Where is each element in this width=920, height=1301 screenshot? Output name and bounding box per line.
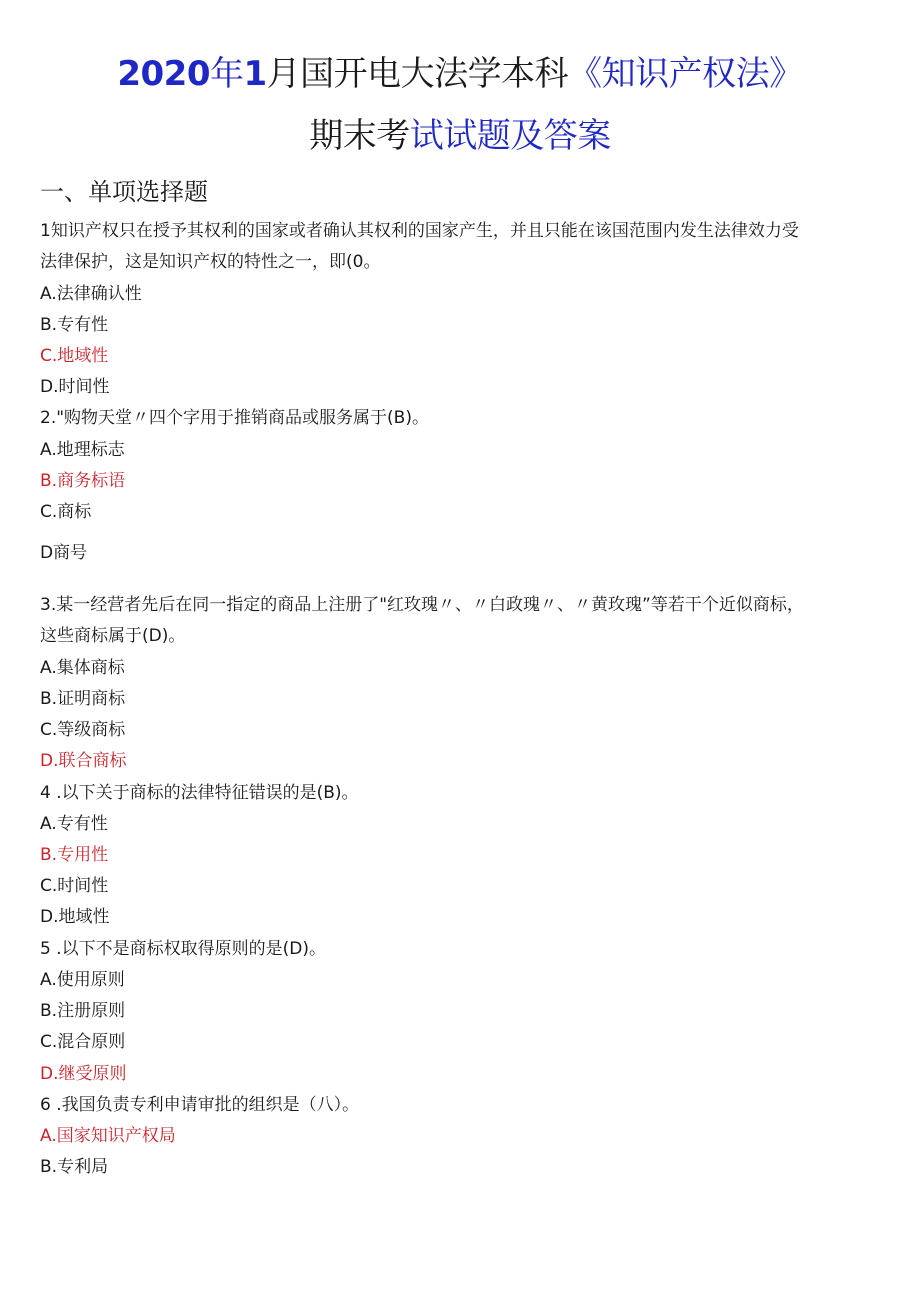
option-2a: A.地理标志	[40, 440, 125, 460]
option-2c: C.商标	[40, 502, 92, 522]
title-nian: 年	[209, 54, 244, 94]
option-5d-answer: D.继受原则	[40, 1064, 127, 1084]
title-plain: 期末考	[309, 116, 410, 156]
section-heading: 一、单项选择题	[40, 178, 208, 206]
option-4a: A.专有性	[40, 814, 108, 834]
option-2d: D商号	[40, 543, 88, 563]
option-3d-answer: D.联合商标	[40, 751, 127, 771]
option-5a: A.使用原则	[40, 970, 125, 990]
option-3b: B.证明商标	[40, 689, 126, 709]
question-3-text-cont: 这些商标属于(D)。	[40, 626, 186, 646]
question-6-text: 6 .我国负责专利申请审批的组织是（八）。	[40, 1095, 360, 1115]
option-3a: A.集体商标	[40, 658, 125, 678]
question-4-text: 4 .以下关于商标的法律特征错误的是(B)。	[40, 783, 359, 803]
option-1b: B.专有性	[40, 315, 109, 335]
option-2b-answer: B.商务标语	[40, 471, 126, 491]
option-4c: C.时间性	[40, 876, 109, 896]
option-5b: B.注册原则	[40, 1001, 126, 1021]
question-5-text: 5 .以下不是商标权取得原则的是(D)。	[40, 939, 326, 959]
option-6b: B.专利局	[40, 1157, 109, 1177]
document-title-line-2	[0, 112, 920, 160]
option-1d: D.时间性	[40, 377, 110, 397]
option-3c: C.等级商标	[40, 720, 126, 740]
option-1c-answer: C.地域性	[40, 346, 109, 366]
option-4b-answer: B.专用性	[40, 845, 109, 865]
document-title-line-1	[0, 50, 920, 98]
option-6a-answer: A.国家知识产权局	[40, 1126, 176, 1146]
title-year: 2020	[117, 54, 210, 94]
option-1a: A.法律确认性	[40, 284, 142, 304]
question-1-text-cont: 法律保护，这是知识产权的特性之一，即(0。	[40, 252, 381, 272]
title-book: 《知识产权法》	[568, 54, 803, 94]
option-5c: C.混合原则	[40, 1032, 126, 1052]
question-2-text: 2."购物天堂〃四个字用于推销商品或服务属于(B)。	[40, 408, 429, 428]
option-4d: D.地域性	[40, 907, 110, 927]
title-month: 1	[243, 54, 267, 94]
title-rest: 月国开电大法学本科	[266, 54, 569, 94]
question-1-text: 1知识产权只在授予其权利的国家或者确认其权利的国家产生，并且只能在该国范围内发生法律效力受	[40, 221, 799, 241]
question-3-text: 3.某一经营者先后在同一指定的商品上注册了"红玫瑰〃、〃白政瑰〃、〃黄玫瑰”等若干个近似商标，	[40, 595, 804, 615]
title-blue: 试试题及答案	[409, 116, 611, 156]
